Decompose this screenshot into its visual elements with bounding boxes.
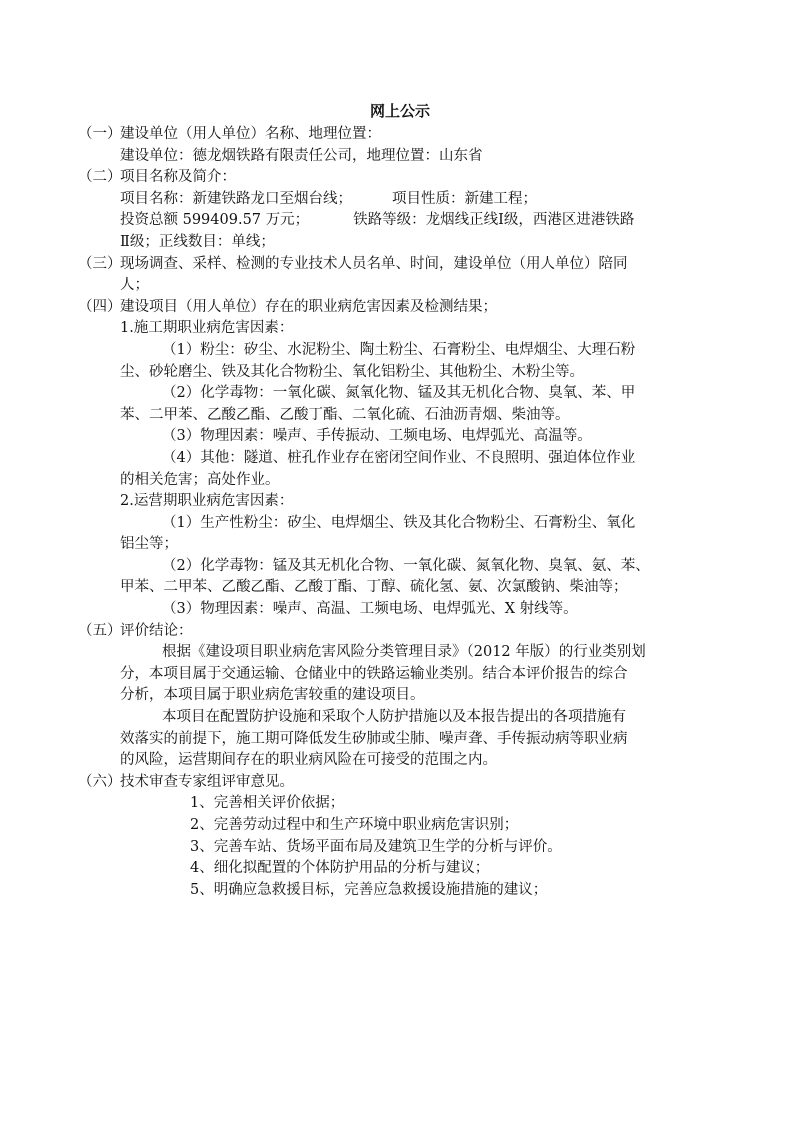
operation-physical-line: （3）物理因素：噪声、高温、工频电场、电焊弧光、X 射线等。: [162, 601, 578, 618]
section-4-heading: [78, 297, 698, 319]
section-heading-text: 建设项目（用人单位）存在的职业病危害因素及检测结果；: [120, 298, 497, 315]
section-label: （三）: [78, 255, 122, 272]
section-2-heading: [78, 167, 698, 189]
construction-period-heading: 1.施工期职业病危害因素：: [120, 320, 294, 337]
operation-dust-line-2: 铝尘等；: [120, 536, 178, 553]
investment-total: 投资总额 599409.57 万元；: [120, 212, 310, 229]
conclusion-p2-line-2: 效落实的前提下，施工期可降低发生矽肺或尘肺、噪声聋、手传振动病等职业病: [120, 730, 628, 747]
review-opinion-item: 4、细化拟配置的个体防护用品的分析与建议；: [190, 860, 490, 877]
railway-grade: 铁路等级：龙烟线正线Ⅰ级，西港区进港铁路: [353, 212, 635, 229]
section-heading-text: 评价结论：: [120, 622, 193, 639]
review-opinion-item: 1、完善相关评价依据；: [190, 795, 345, 812]
operation-dust-line-1: （1）生产性粉尘：矽尘、电焊烟尘、铁及其化合物粉尘、石膏粉尘、氧化: [162, 514, 636, 531]
construction-dust-line-2: 尘、砂轮磨尘、铁及其化合物粉尘、氧化铝粉尘、其他粉尘、木粉尘等。: [120, 363, 584, 380]
conclusion-p1-line-1: 根据《建设项目职业病危害风险分类管理目录》（2012 年版）的行业类别划: [162, 644, 646, 661]
section-heading-text: 技术审查专家组评审意见。: [120, 773, 294, 790]
investment-line: [78, 210, 698, 232]
section-label: （四）: [78, 298, 122, 315]
conclusion-p1-line-2: 分，本项目属于交通运输、仓储业中的铁路运输业类别。结合本评价报告的综合: [120, 665, 628, 682]
section-5-heading: [78, 621, 698, 643]
section-1-heading: [78, 124, 698, 146]
review-opinion-item: 2、完善劳动过程中和生产环境中职业病危害识别；: [190, 817, 519, 833]
section-3-continuation: 人；: [120, 277, 149, 294]
section-heading-text: 现场调查、采样、检测的专业技术人员名单、时间，建设单位（用人单位）陪同: [120, 255, 628, 272]
construction-physical-line: （3）物理因素：噪声、手传振动、工频电场、电焊弧光、高温等。: [162, 428, 592, 445]
section-label: （一）: [78, 126, 122, 142]
section-label: （六）: [78, 773, 122, 790]
construction-chemical-line-1: （2）化学毒物：一氧化碳、氮氧化物、锰及其无机化合物、臭氧、苯、甲: [162, 385, 636, 402]
construction-other-line-1: （4）其他：隧道、桩孔作业存在密闭空间作业、不良照明、强迫体位作业: [162, 449, 636, 466]
section-heading-text: 建设单位（用人单位）名称、地理位置：: [120, 126, 381, 142]
conclusion-p2-line-3: 的风险，运营期间存在的职业病风险在可接受的范围之内。: [120, 752, 497, 769]
document-body: [78, 124, 698, 901]
construction-other-line-2: 的相关危害；高处作业。: [120, 471, 280, 488]
review-opinion-item: 5、明确应急救援目标，完善应急救援设施措施的建议；: [190, 881, 548, 898]
section-label: （二）: [78, 169, 122, 186]
project-name-line: [78, 189, 698, 211]
track-count-line: Ⅱ级；正线数目：单线；: [120, 233, 275, 250]
operation-period-heading: 2.运营期职业病危害因素：: [120, 493, 294, 510]
construction-chemical-line-2: 苯、二甲苯、乙酸乙酯、乙酸丁酯、二氧化硫、石油沥青烟、柴油等。: [120, 406, 570, 423]
construction-dust-line-1: （1）粉尘：矽尘、水泥粉尘、陶土粉尘、石膏粉尘、电焊烟尘、大理石粉: [162, 341, 636, 358]
conclusion-p1-line-3: 分析，本项目属于职业病危害较重的建设项目。: [120, 687, 425, 704]
operation-chemical-line-1: （2）化学毒物：锰及其无机化合物、一氧化碳、氮氧化物、臭氧、氨、苯、: [162, 557, 650, 574]
review-opinion-item: 3、完善车站、货场平面布局及建筑卫生学的分析与评价。: [190, 838, 562, 855]
section-1-text: 建设单位：德龙烟铁路有限责任公司，地理位置：山东省: [120, 147, 483, 164]
project-name: 项目名称：新建铁路龙口至烟台线；: [120, 190, 352, 207]
page-title: 网上公示: [369, 102, 430, 120]
section-label: （五）: [78, 622, 122, 639]
section-heading-text: 项目名称及简介：: [120, 169, 236, 186]
section-6-heading: [78, 772, 698, 794]
section-3-heading: [78, 254, 698, 276]
operation-chemical-line-2: 甲苯、二甲苯、乙酸乙酯、乙酸丁酯、丁醇、硫化氢、氨、次氯酸钠、柴油等；: [120, 579, 628, 596]
project-nature: 项目性质：新建工程；: [392, 190, 537, 207]
conclusion-p2-line-1: 本项目在配置防护设施和采取个人防护措施以及本报告提出的各项措施有: [162, 709, 626, 726]
